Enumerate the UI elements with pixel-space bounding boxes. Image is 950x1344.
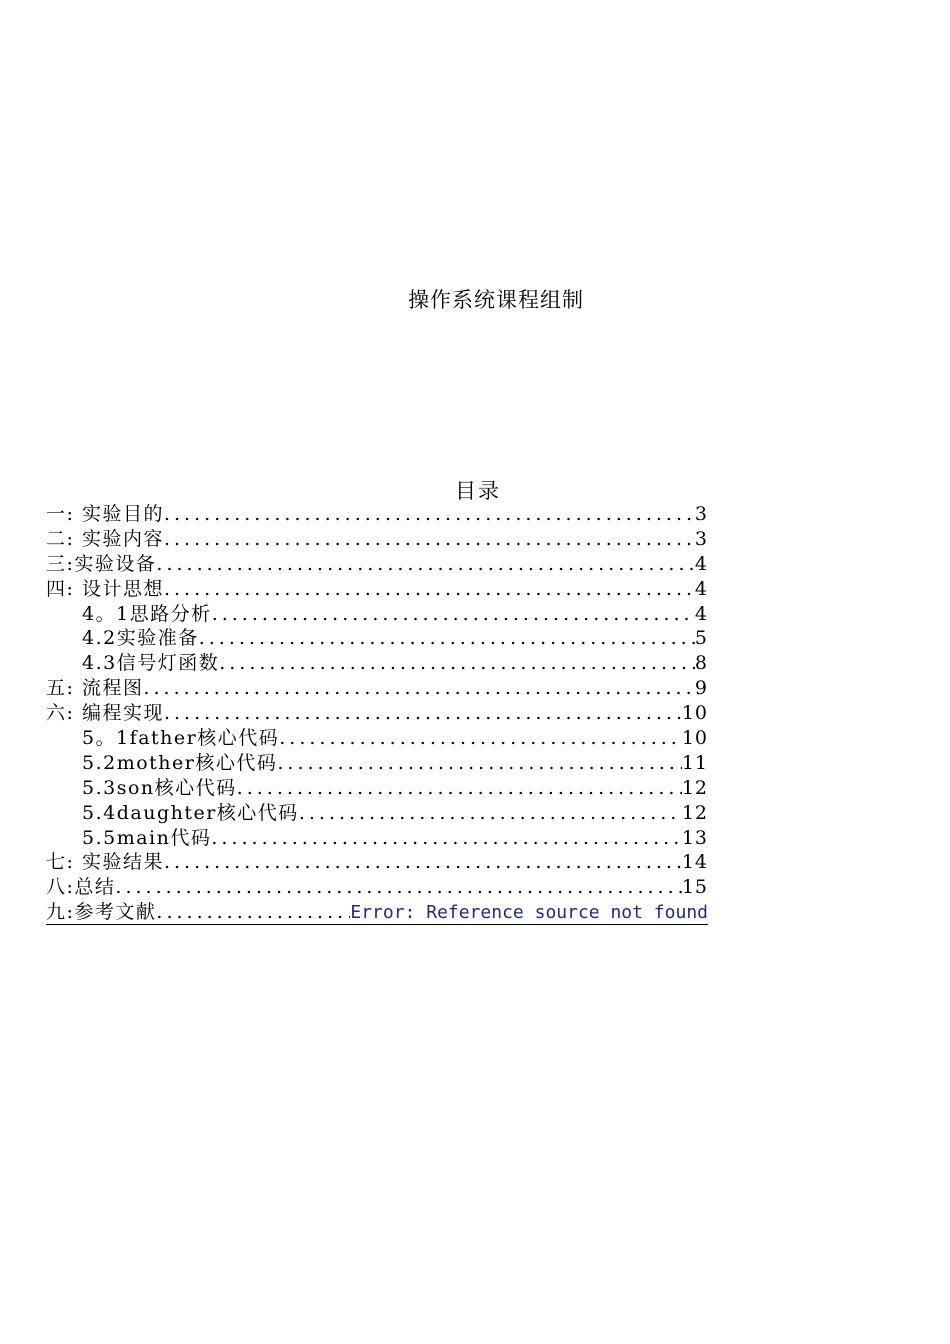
toc-entry-label: 五: 流程图 [46, 677, 144, 700]
toc-entry-label: 4.2实验准备 [82, 627, 199, 650]
toc-entry-page: 14 [681, 851, 708, 874]
toc-heading: 目录 [455, 479, 501, 503]
toc-entry-label: 九:参考文献 [46, 901, 157, 924]
toc-entry-label: 二: 实验内容 [46, 527, 164, 550]
reference-error-link[interactable]: Error: Reference source not found [350, 902, 708, 924]
toc-entry-page: 4 [694, 577, 708, 600]
toc-leader-dots [277, 751, 681, 776]
toc-entry-label: 5.2mother核心代码 [82, 751, 278, 774]
toc-entry-label: 5.3son核心代码 [82, 776, 237, 799]
toc-leader-dots [211, 826, 681, 851]
toc-subentry[interactable] [46, 626, 708, 651]
toc-entry-page: 4 [694, 552, 708, 575]
toc-leader-dots [156, 552, 695, 577]
toc-entry-label: 四: 设计思想 [46, 577, 164, 600]
toc-entry-label: 七: 实验结果 [46, 851, 164, 874]
toc-entry[interactable] [46, 552, 708, 577]
toc-entry-page: 12 [681, 801, 708, 824]
toc-leader-dots [219, 651, 695, 676]
toc-leader-dots [164, 577, 695, 602]
toc-entry-label: 4.3信号灯函数 [82, 652, 220, 675]
toc-subentry[interactable] [46, 751, 708, 776]
toc-entry-label: 5.4daughter核心代码 [82, 801, 299, 824]
toc-leader-dots [164, 527, 695, 552]
toc-subentry[interactable] [46, 651, 708, 676]
toc-subentry[interactable] [46, 776, 708, 801]
toc-subentry[interactable] [46, 801, 708, 826]
toc-entry-page: 10 [681, 727, 708, 750]
toc-subentry[interactable] [46, 826, 708, 851]
toc-subentry[interactable] [46, 726, 708, 751]
toc-entry-page: 8 [694, 652, 708, 675]
toc-entry[interactable] [46, 701, 708, 726]
toc-entry-page: 11 [681, 751, 708, 774]
toc-leader-dots [143, 676, 694, 701]
table-of-contents [46, 502, 708, 925]
toc-entry-page: 12 [681, 776, 708, 799]
toc-entry-label: 三:实验设备 [46, 552, 157, 575]
toc-entry-page: 9 [694, 677, 708, 700]
toc-entry-label: 一: 实验目的 [46, 503, 164, 525]
toc-leader-dots [164, 502, 695, 527]
toc-entry-page: 3 [694, 527, 708, 550]
toc-leader-dots [164, 701, 682, 726]
toc-subentry[interactable] [46, 602, 708, 627]
toc-entry-page: 5 [694, 627, 708, 650]
toc-leader-dots [299, 801, 682, 826]
toc-leader-dots [237, 776, 682, 801]
toc-entry-page: 3 [694, 503, 708, 525]
toc-entry-label: 5。1father核心代码 [82, 727, 280, 750]
toc-entry-page: 4 [694, 602, 708, 625]
toc-leader-dots [115, 875, 681, 900]
toc-leader-dots [212, 602, 695, 627]
toc-entry-label: 5.5main代码 [82, 826, 212, 849]
toc-leader-dots [156, 900, 350, 925]
toc-entry[interactable] [46, 527, 708, 552]
toc-entry-page: 13 [681, 826, 708, 849]
toc-entry-page: 15 [681, 876, 708, 899]
toc-entry[interactable] [46, 875, 708, 900]
toc-leader-dots [199, 626, 695, 651]
toc-entry[interactable] [46, 502, 708, 527]
toc-leader-dots [279, 726, 682, 751]
toc-entry-label: 八:总结 [46, 876, 116, 899]
toc-entry-broken-reference[interactable] [46, 900, 708, 925]
document-title: 操作系统课程组制 [408, 288, 584, 312]
toc-entry-label: 4。1思路分析 [82, 602, 212, 625]
toc-entry[interactable] [46, 676, 708, 701]
toc-leader-dots [164, 850, 682, 875]
toc-entry[interactable] [46, 577, 708, 602]
toc-entry-label: 六: 编程实现 [46, 702, 164, 725]
toc-entry-page: 10 [681, 702, 708, 725]
toc-entry[interactable] [46, 850, 708, 875]
